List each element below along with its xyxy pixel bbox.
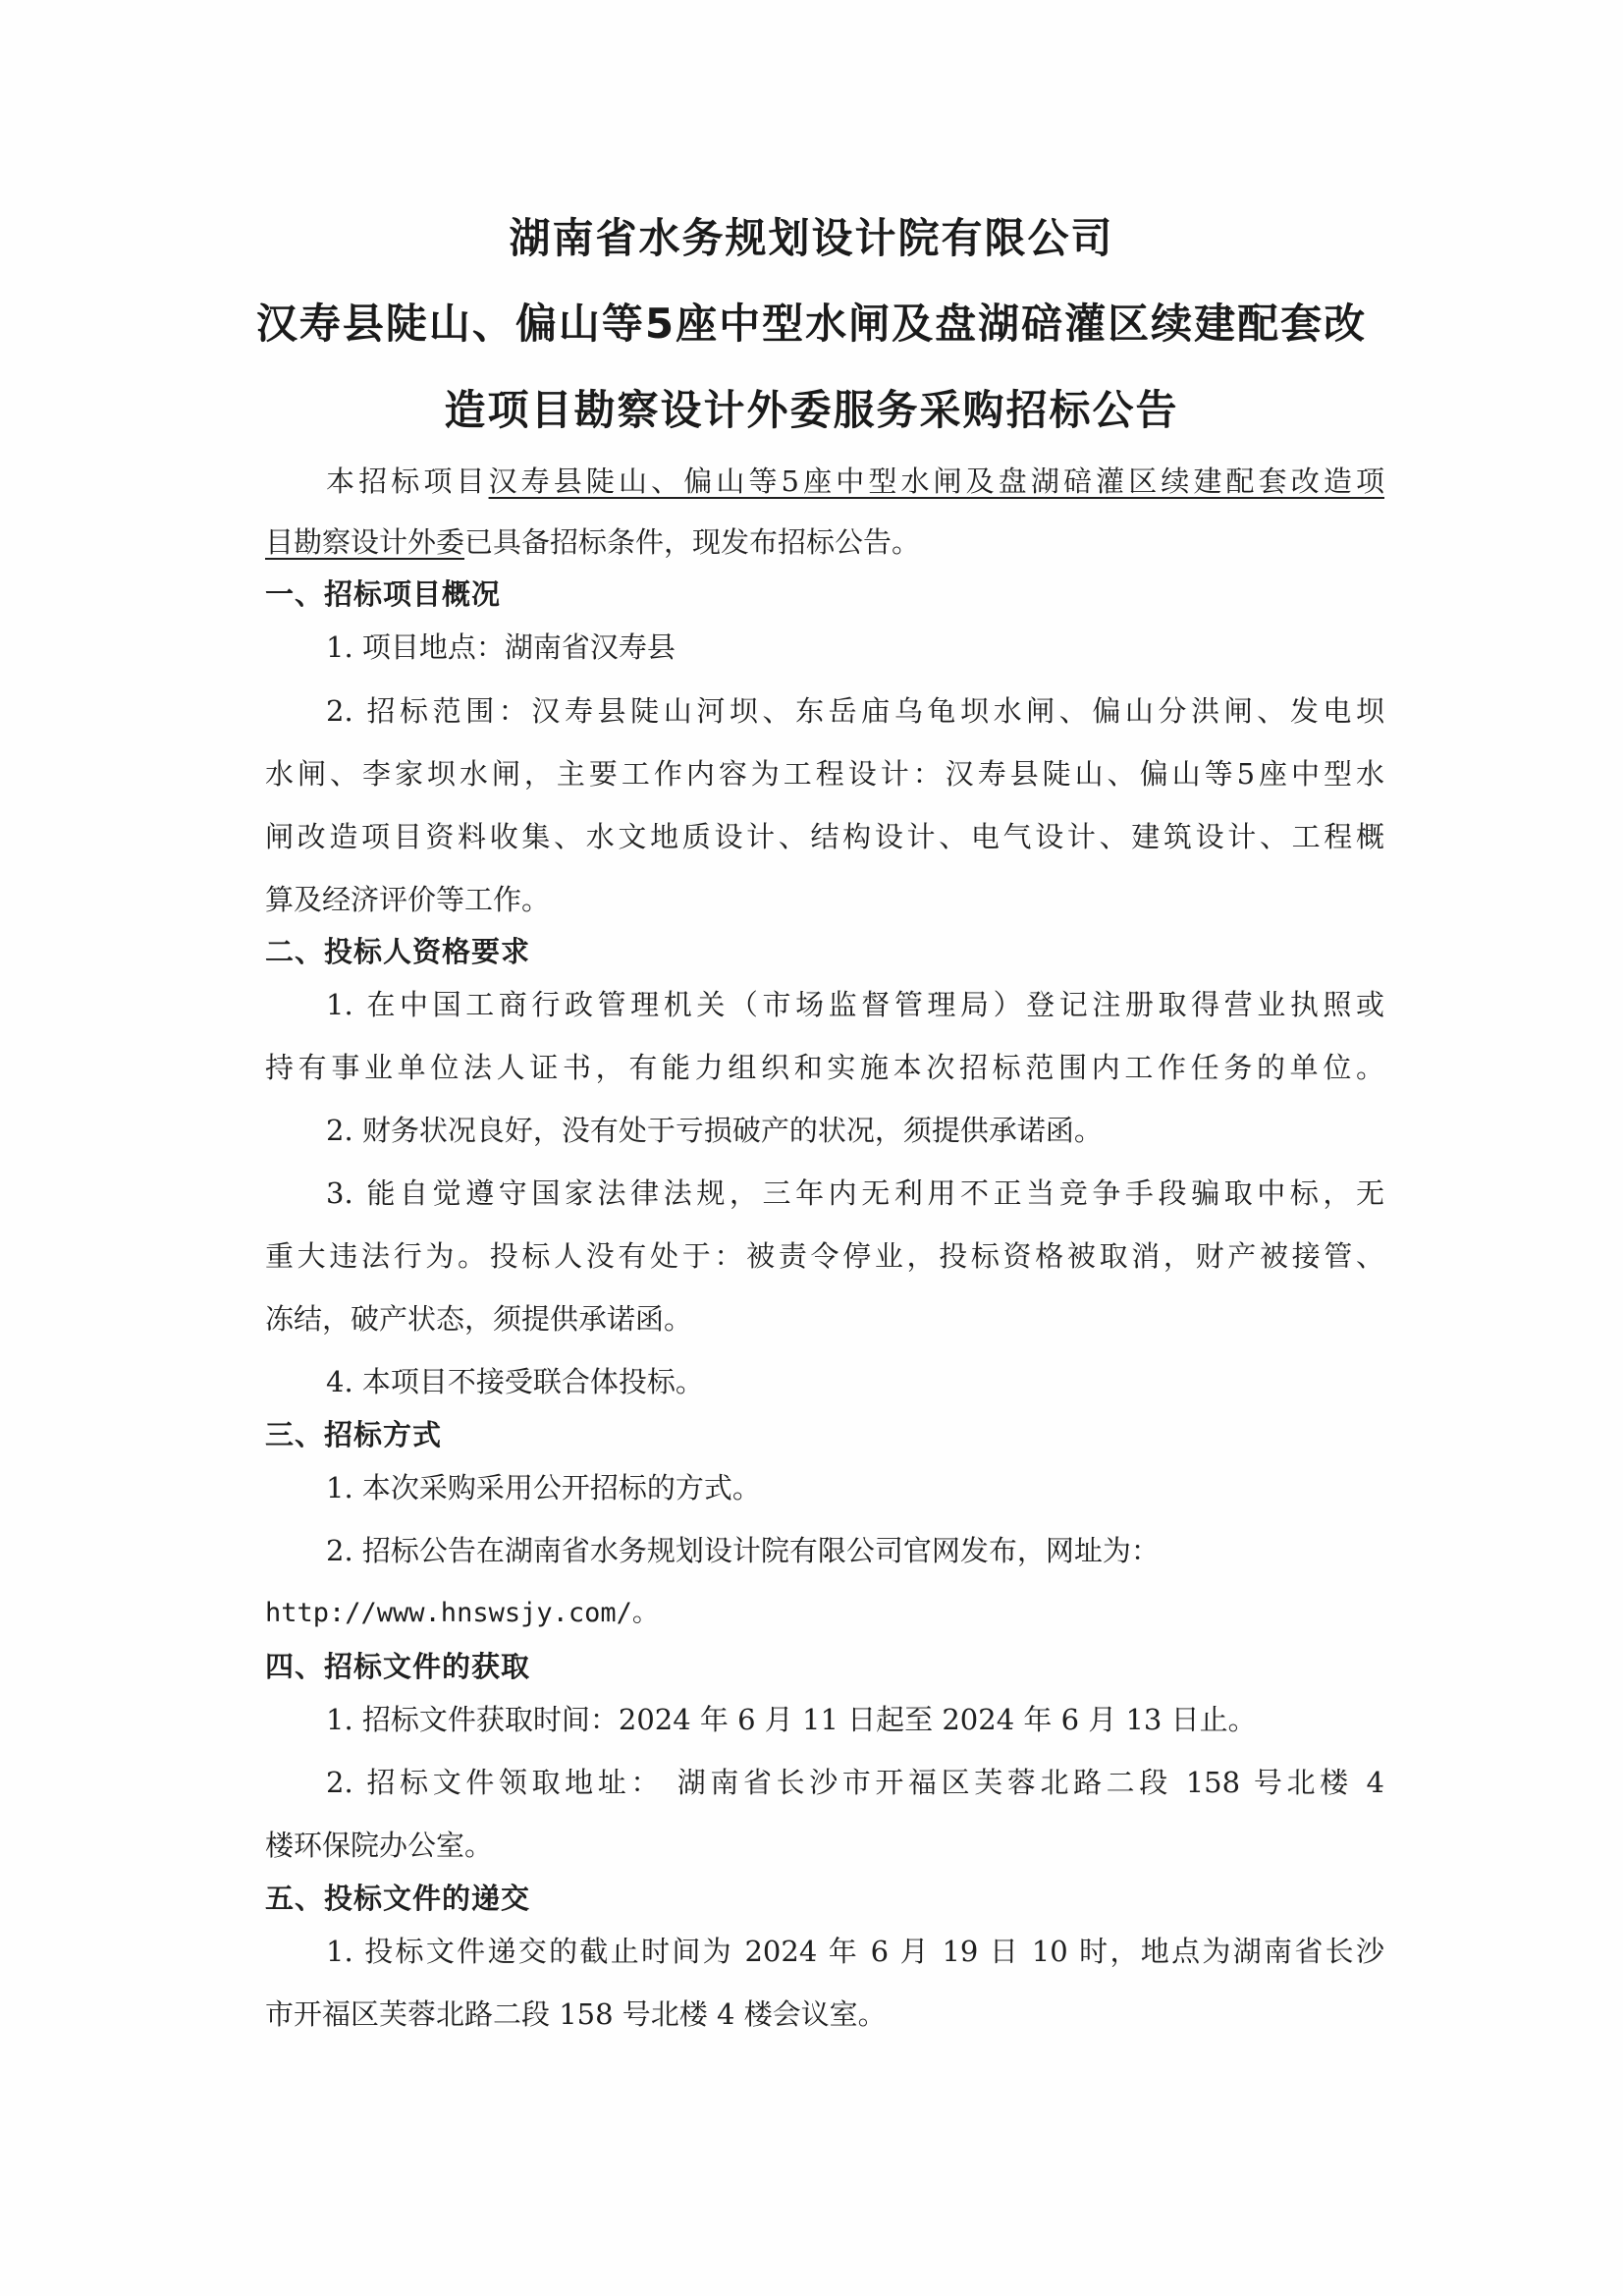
section2-item1-line1: 1. 在中国工商行政管理机关（市场监督管理局）登记注册取得营业执照或 [326, 988, 1384, 1021]
section2-item4: 4. 本项目不接受联合体投标。 [326, 1365, 704, 1398]
section3-item1: 1. 本次采购采用公开招标的方式。 [326, 1471, 761, 1504]
intro-project-name-part1: 汉寿县陡山、偏山等5座中型水闸及盘湖碚灌区续建配套改造项 [488, 465, 1384, 498]
section3-item2-line1: 2. 招标公告在湖南省水务规划设计院有限公司官网发布，网址为： [326, 1534, 1160, 1567]
intro-project-name-part2: 目勘察设计外委 [265, 525, 465, 559]
section4-item1: 1. 招标文件获取时间：2024 年 6 月 11 日起至 2024 年 6 月 13 日止。 [326, 1703, 1257, 1736]
intro-suffix: 已具备招标条件，现发布招标公告。 [464, 525, 921, 559]
section1-item2-line4: 算及经济评价等工作。 [265, 883, 551, 916]
section4-item2-line2: 楼环保院办公室。 [265, 1829, 494, 1862]
section1-item2-line2: 水闸、李家坝水闸，主要工作内容为工程设计：汉寿县陡山、偏山等5座中型水 [265, 757, 1384, 791]
section4-item2-line1: 2. 招标文件领取地址： 湖南省长沙市开福区芙蓉北路二段 158 号北楼 4 [326, 1766, 1384, 1799]
title-company: 湖南省水务规划设计院有限公司 [509, 214, 1114, 262]
section2-item3-line1: 3. 能自觉遵守国家法律法规，三年内无利用不正当竞争手段骗取中标，无 [326, 1176, 1384, 1210]
section3-website-url: http://www.hnswsjy.com/。 [265, 1598, 659, 1628]
section1-item2-line1: 2. 招标范围：汉寿县陡山河坝、东岳庙乌龟坝水闸、偏山分洪闸、发电坝 [326, 694, 1384, 728]
intro-prefix: 本招标项目 [326, 465, 489, 498]
title-project-line1: 汉寿县陡山、偏山等5座中型水闸及盘湖碚灌区续建配套改 [255, 300, 1368, 348]
intro-line1 [326, 462, 1384, 501]
section5-heading: 五、投标文件的递交 [265, 1882, 531, 1915]
section2-item2: 2. 财务状况良好，没有处于亏损破产的状况，须提供承诺函。 [326, 1114, 1103, 1147]
section4-heading: 四、招标文件的获取 [265, 1650, 531, 1683]
section1-heading: 一、招标项目概况 [265, 577, 502, 611]
title-project-line2: 造项目勘察设计外委服务采购招标公告 [444, 386, 1179, 434]
section2-item3-line3: 冻结，破产状态，须提供承诺函。 [265, 1302, 693, 1336]
section1-item2-line3: 闸改造项目资料收集、水文地质设计、结构设计、电气设计、建筑设计、工程概 [265, 820, 1384, 853]
section5-item1-line2: 市开福区芙蓉北路二段 158 号北楼 4 楼会议室。 [265, 1997, 887, 2031]
section3-heading: 三、招标方式 [265, 1418, 443, 1451]
intro-line2 [265, 522, 1384, 562]
section2-item1-line2: 持有事业单位法人证书，有能力组织和实施本次招标范围内工作任务的单位。 [265, 1051, 1384, 1084]
section2-heading: 二、投标人资格要求 [265, 935, 531, 968]
section1-item1: 1. 项目地点：湖南省汉寿县 [326, 630, 676, 664]
section5-item1-line1: 1. 投标文件递交的截止时间为 2024 年 6 月 19 日 10 时，地点为湖南省长沙 [326, 1935, 1384, 1968]
section2-item3-line2: 重大违法行为。投标人没有处于：被责令停业，投标资格被取消，财产被接管、 [265, 1239, 1384, 1273]
